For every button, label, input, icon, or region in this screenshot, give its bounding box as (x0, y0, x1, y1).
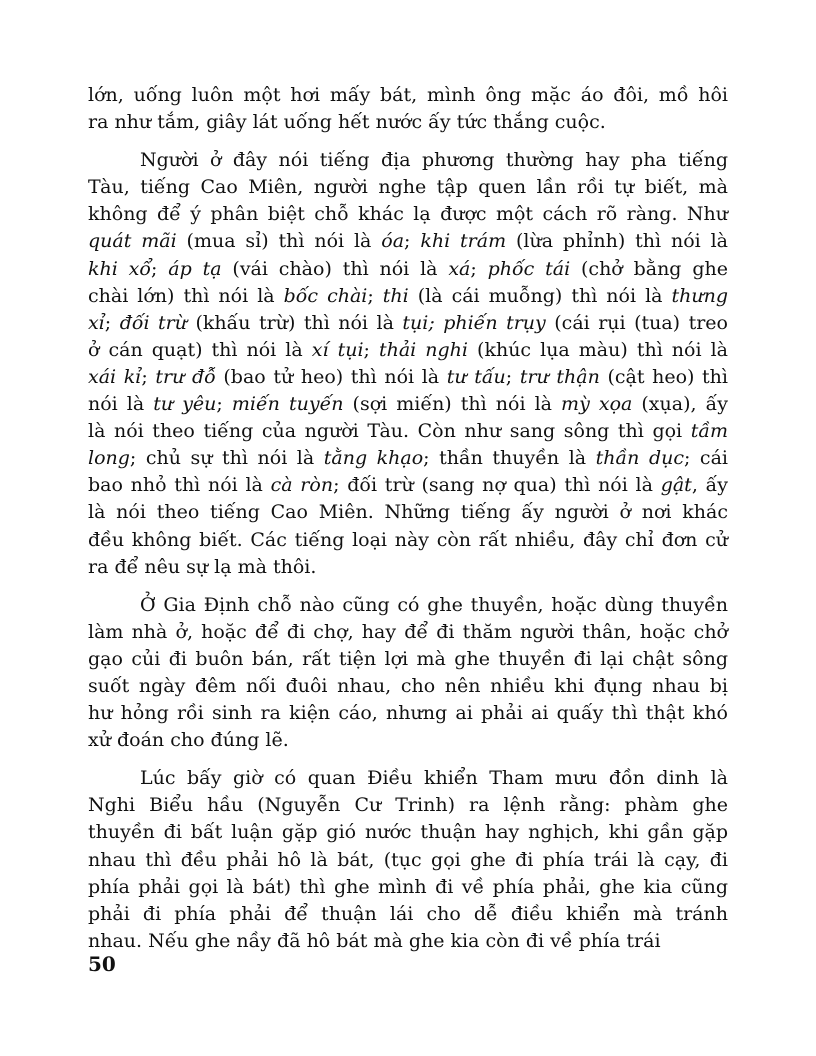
text-segment: (sợi miến) thì nói là (343, 393, 562, 416)
text-line (88, 673, 728, 700)
text-segment: xử đoán cho đúng lẽ. (88, 729, 289, 752)
italic-term: xỉ (88, 311, 105, 334)
italic-term: thưng (671, 284, 728, 307)
text-segment: (là cái muỗng) thì nói là (408, 284, 672, 307)
italic-term: tầm (690, 420, 728, 443)
italic-term: óa (381, 230, 405, 253)
text-segment: nhau thì đều phải hô là bát, (tục gọi ghe đi phía trái là cạy, đi (88, 848, 728, 871)
italic-term: khi trám (420, 230, 507, 253)
text-segment: ra để nêu sự lạ mà thôi. (88, 555, 317, 578)
text-line (88, 82, 728, 109)
text-line (88, 174, 728, 201)
text-segment: ; (505, 365, 520, 388)
text-line (88, 819, 728, 846)
text-line (88, 147, 728, 174)
page-body (88, 82, 728, 955)
italic-term: thải nghi (378, 338, 468, 361)
italic-term: tư tấu (446, 365, 506, 388)
italic-term: xái kỉ (88, 365, 142, 388)
italic-term: khi xổ (88, 257, 152, 280)
text-line (88, 727, 728, 754)
text-line (88, 109, 728, 136)
text-segment: Người ở đây nói tiếng địa phương thường hay pha tiếng (140, 149, 728, 172)
text-segment: (bao tử heo) thì nói là (215, 365, 447, 388)
text-line (88, 592, 728, 619)
text-segment: (khúc lụa màu) thì nói là (468, 338, 728, 361)
text-segment: phía phải gọi là bát) thì ghe mình đi về phía phải, ghe kia cũng (88, 875, 728, 898)
italic-term: cà ròn (270, 474, 334, 497)
text-line (88, 391, 728, 418)
paragraph-2 (88, 147, 728, 581)
text-line (88, 527, 728, 554)
text-segment: Nghi Biểu hầu (Nguyễn Cư Trinh) ra lệnh rằng: phàm ghe (88, 794, 728, 817)
italic-term: đối trừ (119, 311, 187, 334)
text-segment: là nói theo tiếng của người Tàu. Còn như sang sông thì gọi (88, 420, 691, 443)
text-line (88, 418, 728, 445)
text-line (88, 847, 728, 874)
text-segment: (cái rụi (tua) treo (545, 311, 728, 334)
text-segment: đều không biết. Các tiếng loại này còn rất nhiều, đây chỉ đơn cử (88, 528, 728, 551)
text-line (88, 256, 728, 283)
text-segment: suốt ngày đêm nối đuôi nhau, cho nên nhiều khi đụng nhau bị (88, 674, 728, 697)
text-line (88, 901, 728, 928)
italic-term: trư thận (519, 365, 600, 388)
text-segment: ; (216, 393, 232, 416)
text-segment: (lừa phỉnh) thì nói là (506, 230, 728, 253)
text-segment: phải đi phía phải để thuận lái cho dễ điều khiển mà tránh (88, 902, 728, 925)
paragraph-4 (88, 765, 728, 955)
text-segment: lớn, uống luôn một hơi mấy bát, mình ông mặc áo đôi, mồ hôi (88, 84, 728, 106)
italic-term: gật (660, 474, 692, 497)
paragraph-3 (88, 592, 728, 755)
text-line (88, 646, 728, 673)
text-segment: thuyền đi bất luận gặp gió nước thuận hay nghịch, khi gần gặp (88, 821, 728, 844)
text-segment: ; thần thuyền là (423, 447, 596, 470)
text-line (88, 700, 728, 727)
text-segment: ; (141, 365, 156, 388)
text-line (88, 310, 728, 337)
text-segment: Lúc bấy giờ có quan Điều khiển Tham mưu đồn dinh là (140, 767, 728, 790)
text-segment: (cật heo) thì (599, 365, 728, 388)
text-segment: (xụa), ấy (632, 393, 728, 416)
italic-term: thần dục (595, 447, 684, 470)
italic-term: phốc tái (487, 257, 571, 280)
text-line (88, 228, 728, 255)
italic-term: xá (448, 257, 471, 280)
italic-term: miến tuyến (231, 393, 344, 416)
text-segment: (khấu trừ) thì nói là (186, 311, 403, 334)
text-segment: ; (404, 230, 421, 253)
text-segment: nhau. Nếu ghe nầy đã hô bát mà ghe kia còn đi về phía trái (88, 929, 661, 952)
text-line (88, 201, 728, 228)
italic-term: xí tụi (311, 338, 364, 361)
italic-term: tụi; phiến trụy (402, 311, 546, 334)
italic-term: quát mãi (88, 230, 177, 253)
text-segment: Ở Gia Định chỗ nào cũng có ghe thuyền, hoặc dùng thuyền (140, 593, 728, 616)
text-segment: ; (363, 338, 379, 361)
text-segment: (chở bằng ghe (570, 257, 728, 280)
text-segment: ; (470, 257, 488, 280)
italic-term: bốc chài (283, 284, 368, 307)
text-segment: gạo củi đi buôn bán, rất tiện lợi mà ghe thuyền đi lại chật sông (88, 647, 728, 670)
text-segment: chài lớn) thì nói là (88, 284, 284, 307)
text-line (88, 283, 728, 310)
text-segment: ra như tắm, giây lát uống hết nước ấy tức thắng cuộc. (88, 111, 606, 134)
text-segment: không để ý phân biệt chỗ khác lạ được một cách rõ ràng. Như (88, 203, 728, 226)
text-segment: ; cái (684, 447, 728, 470)
text-line (88, 765, 728, 792)
text-segment: ; đối trừ (sang nợ qua) thì nói là (333, 474, 661, 497)
text-segment: làm nhà ở, hoặc để đi chợ, hay để đi thăm người thân, hoặc chở (88, 620, 728, 643)
text-line (88, 554, 728, 581)
text-line (88, 792, 728, 819)
italic-term: tằng khạo (323, 447, 424, 470)
italic-term: áp tạ (168, 257, 222, 280)
text-line (88, 928, 728, 955)
text-segment: ; (151, 257, 169, 280)
text-segment: ở cán quạt) thì nói là (88, 338, 312, 361)
text-segment: nói là (88, 393, 154, 416)
text-line (88, 364, 728, 391)
italic-term: thi (382, 284, 409, 307)
text-segment: Tàu, tiếng Cao Miên, người nghe tập quen lần rồi tự biết, mà (88, 176, 728, 199)
text-segment: là nói theo tiếng Cao Miên. Những tiếng ấy người ở nơi khác (88, 501, 728, 524)
italic-term: mỳ xọa (561, 393, 633, 416)
text-line (88, 499, 728, 526)
text-segment: hư hỏng rồi sinh ra kiện cáo, nhưng ai phải ai quấy thì thật khó (88, 702, 728, 725)
text-line (88, 472, 728, 499)
paragraph-1 (88, 82, 728, 136)
text-line (88, 445, 728, 472)
text-segment: bao nhỏ thì nói là (88, 474, 271, 497)
text-segment: (mua sỉ) thì nói là (176, 230, 382, 253)
text-segment: ; (367, 284, 383, 307)
text-line (88, 874, 728, 901)
text-segment: (vái chào) thì nói là (221, 257, 449, 280)
text-segment: , ấy (691, 474, 728, 497)
text-line (88, 619, 728, 646)
italic-term: trư đỗ (155, 365, 216, 388)
italic-term: tư yêu (153, 393, 217, 416)
page-number: 50 (88, 952, 116, 976)
text-line (88, 337, 728, 364)
text-segment: ; (104, 311, 120, 334)
italic-term: long (88, 447, 130, 470)
text-segment: ; chủ sự thì nói là (129, 447, 324, 470)
